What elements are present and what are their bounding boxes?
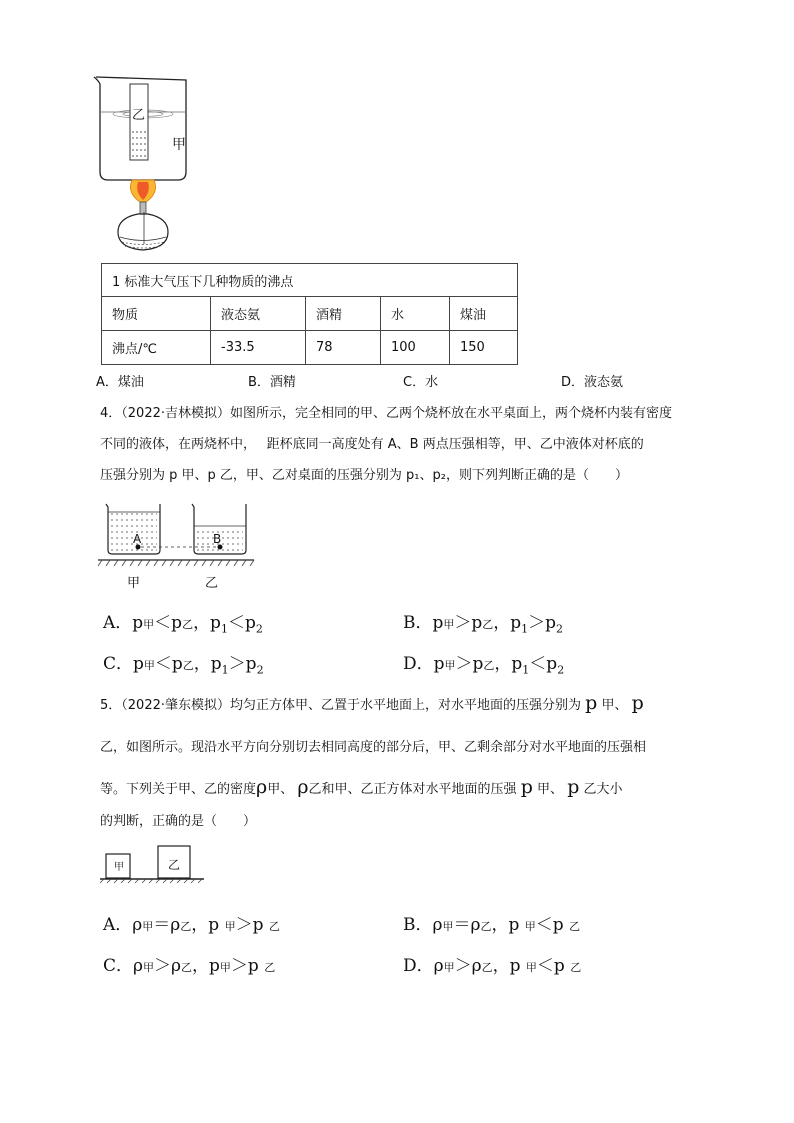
opt-text: B．p — [403, 613, 444, 633]
q4-fig-label-a: A — [133, 532, 142, 546]
opt-text: B．ρ — [403, 915, 443, 935]
stem-symbol: p — [585, 692, 598, 714]
opt-text: ，p — [193, 613, 221, 633]
stem-text: 、 — [614, 698, 628, 713]
opt-sub: 甲 — [143, 659, 155, 672]
q3-option-b[interactable]: B．酒精 — [248, 375, 296, 390]
q3-option-c[interactable]: C．水 — [403, 375, 439, 390]
opt-sub: 乙 — [482, 618, 494, 631]
opt-sub: 乙 — [480, 920, 492, 933]
opt-text: ，p — [492, 956, 521, 976]
two-beakers-figure — [96, 498, 256, 570]
q5-option-c[interactable] — [103, 951, 275, 976]
opt-text: ＞ρ — [154, 956, 182, 976]
table-cell: -33.5 — [211, 331, 306, 365]
opt-text: ＝ρ — [153, 915, 181, 935]
q4-stem-line1: 4．（2022·吉林模拟）如图所示，完全相同的甲、乙两个烧杯放在水平桌面上，两个烧杯内装有密度 — [100, 406, 672, 421]
opt-sub: 乙 — [570, 961, 582, 974]
q3-option-a[interactable]: A．煤油 — [96, 375, 144, 390]
q5-stem-line1 — [100, 690, 750, 719]
q4-option-a[interactable] — [103, 608, 263, 635]
table-cell: 煤油 — [450, 297, 518, 331]
opt-sub: 1 — [221, 663, 229, 677]
stem-sub: 乙 — [583, 782, 597, 797]
stem-text: ，如图所示。现沿水平方向分别切去相同高度的部分后，甲、乙剩余部分对水平地面的压强相 — [113, 740, 647, 755]
opt-sub: 1 — [220, 622, 228, 636]
stem-text: 大小 — [596, 782, 623, 797]
stem-sub: 甲 — [267, 782, 281, 797]
opt-text: ，p — [193, 654, 222, 674]
stem-text: 和甲、乙正方体对水平地面的压强 — [321, 782, 517, 797]
opt-sub: 乙 — [481, 961, 493, 974]
q4-option-b[interactable] — [403, 608, 563, 635]
opt-text: ＞p — [454, 613, 483, 633]
opt-text: ＞p — [455, 654, 484, 674]
opt-sub: 乙 — [182, 659, 194, 672]
opt-text: ＜p — [529, 654, 558, 674]
opt-sub: 2 — [255, 622, 263, 636]
table-cell: 物质 — [102, 297, 211, 331]
table-cell: 液态氨 — [211, 297, 306, 331]
opt-text: C．ρ — [103, 956, 144, 976]
q5-stem-line5: 的判断，正确的是（ ） — [100, 814, 257, 829]
stem-text: 、 — [280, 782, 294, 797]
stem-symbol: p — [567, 776, 580, 798]
opt-text: A．p — [103, 613, 144, 633]
opt-sub: 甲 — [143, 618, 155, 631]
q5-fig-label-yi: 乙 — [168, 858, 181, 872]
opt-sub: 乙 — [182, 618, 194, 631]
opt-text: A．ρ — [103, 915, 143, 935]
opt-sub: 甲 — [443, 618, 455, 631]
opt-text: ＞p — [230, 956, 259, 976]
opt-text: ＞p — [528, 613, 557, 633]
opt-sub: 甲 — [224, 920, 236, 933]
table-cell: 150 — [450, 331, 518, 365]
opt-sub: 乙 — [264, 961, 276, 974]
fig1-label-yi: 乙 — [132, 108, 146, 123]
opt-text: D．ρ — [403, 956, 444, 976]
stem-symbol: ρ — [256, 776, 268, 798]
stem-sub: 乙 — [308, 782, 322, 797]
opt-sub: 1 — [522, 663, 530, 677]
opt-text: ＜p — [535, 915, 564, 935]
opt-sub: 甲 — [219, 961, 231, 974]
beaker-heating-figure — [88, 72, 208, 262]
q4-fig-label-yi: 乙 — [205, 576, 219, 591]
opt-sub: 甲 — [524, 920, 536, 933]
fig1-label-jia: 甲 — [172, 137, 186, 153]
opt-sub: 乙 — [483, 659, 495, 672]
stem-symbol: p — [631, 692, 644, 714]
table-cell: 100 — [381, 331, 450, 365]
opt-sub: 乙 — [181, 961, 193, 974]
q5-option-a[interactable] — [103, 910, 280, 935]
opt-sub: 2 — [556, 622, 564, 636]
stem-text: 等。下列关于甲、乙的密度 — [100, 782, 257, 797]
q4-option-c[interactable] — [103, 649, 264, 676]
q5-stem-line2 — [100, 734, 750, 761]
opt-sub: 甲 — [525, 961, 537, 974]
q4-option-d[interactable] — [403, 649, 564, 676]
table-data-row — [102, 331, 518, 365]
opt-text: D．p — [403, 654, 445, 674]
q5-fig-label-jia: 甲 — [114, 862, 124, 873]
opt-text: ＞p — [235, 915, 264, 935]
opt-text: ＜p — [154, 613, 183, 633]
q5-stem-line3 — [100, 774, 750, 803]
opt-sub: 2 — [256, 663, 264, 677]
opt-sub: 甲 — [444, 659, 456, 672]
q4-stem-line2: 不同的液体，在两烧杯中， 距杯底同一高度处有 A、B 两点压强相等，甲、乙中液体对杯底的 — [100, 437, 644, 452]
opt-sub: 甲 — [443, 961, 455, 974]
opt-text: ，p — [494, 654, 523, 674]
stem-symbol: ρ — [297, 776, 309, 798]
table-cell: 酒精 — [306, 297, 381, 331]
stem-text: 、 — [550, 782, 564, 797]
opt-sub: 甲 — [142, 920, 154, 933]
q5-option-d[interactable] — [403, 951, 581, 976]
boiling-point-table — [101, 263, 518, 365]
q5-option-b[interactable] — [403, 910, 580, 935]
stem-symbol: p — [520, 776, 533, 798]
opt-text: ＜p — [154, 654, 183, 674]
table-cell: 78 — [306, 331, 381, 365]
opt-sub: 乙 — [268, 920, 280, 933]
stem-sub: 甲 — [537, 782, 551, 797]
q3-option-d[interactable]: D．液态氨 — [561, 375, 624, 390]
opt-sub: 乙 — [180, 920, 192, 933]
opt-text: ，p — [493, 613, 522, 633]
opt-sub: 甲 — [442, 920, 454, 933]
stem-sub: 甲 — [601, 698, 615, 713]
opt-text: ＝ρ — [453, 915, 481, 935]
table-cell: 沸点/℃ — [102, 331, 211, 365]
opt-text: ，p — [191, 915, 220, 935]
opt-text: ＞p — [228, 654, 257, 674]
q4-stem-line3: 压强分别为 p 甲、p 乙，甲、乙对桌面的压强分别为 p₁、p₂，则下列判断正确的是（ ） — [100, 468, 628, 483]
opt-text: C．p — [103, 654, 144, 674]
opt-sub: 乙 — [569, 920, 581, 933]
opt-text: ，p — [491, 915, 520, 935]
stem-text: 5．（2022·肇东模拟）均匀正方体甲、乙置于水平地面上，对水平地面的压强分别为 — [100, 698, 581, 713]
q4-fig-label-jia: 甲 — [127, 576, 141, 591]
q4-fig-label-b: B — [213, 532, 222, 546]
opt-text: ＜p — [536, 956, 565, 976]
opt-sub: 2 — [557, 663, 565, 677]
opt-sub: 1 — [521, 622, 529, 636]
table-caption: 1 标准大气压下几种物质的沸点 — [102, 264, 518, 297]
opt-text: ，p — [192, 956, 220, 976]
opt-sub: 甲 — [143, 961, 155, 974]
table-cell: 水 — [381, 297, 450, 331]
table-header-row — [102, 297, 518, 331]
opt-text: ＜p — [227, 613, 256, 633]
opt-text: ＞ρ — [454, 956, 482, 976]
stem-sub: 乙 — [100, 740, 114, 755]
